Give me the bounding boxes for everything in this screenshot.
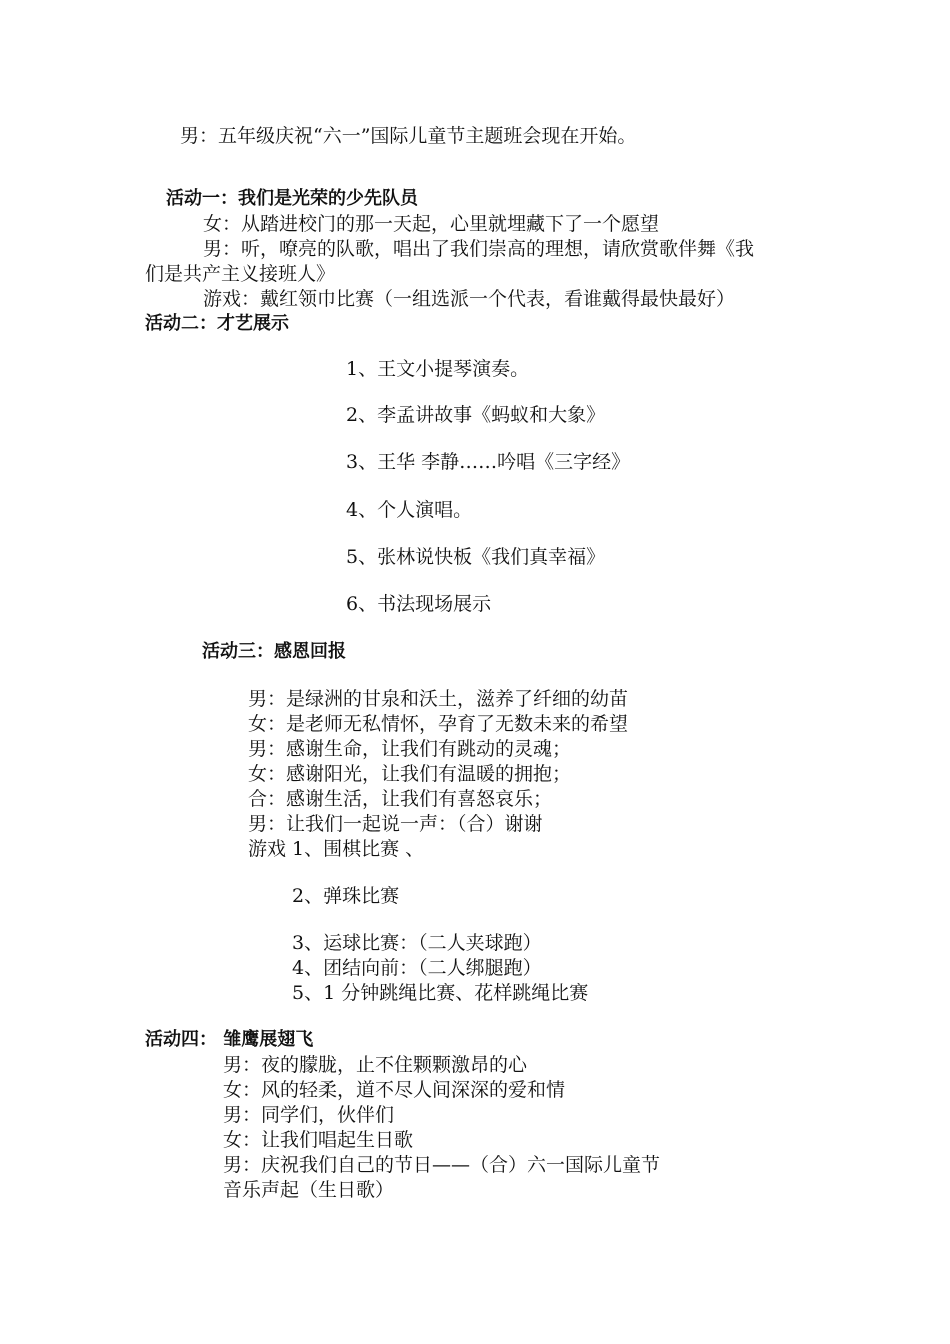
activity4-line: 音乐声起（生日歌） [223,1179,395,1201]
activity2-item: 1、王文小提琴演奏。 [346,358,530,380]
activity2-item: 5、张林说快板《我们真幸福》 [346,546,606,568]
activity1-line: 们是共产主义接班人》 [145,263,336,285]
activity1-line: 游戏：戴红领巾比赛（一组选派一个代表，看谁戴得最快最好） [203,288,736,310]
activity3-game: 2、弹珠比赛 [292,885,400,907]
activity2-heading: 活动二：才艺展示 [145,313,289,334]
activity3-line: 游戏 1、围棋比赛 、 [248,838,425,860]
activity2-item: 4、个人演唱。 [346,499,473,521]
activity2-item: 3、王华 李静……吟唱《三字经》 [346,451,631,473]
activity3-line: 男：感谢生命，让我们有跳动的灵魂； [248,738,572,760]
activity4-line: 男：同学们，伙伴们 [223,1104,395,1126]
intro-line: 男：五年级庆祝“六一”国际儿童节主题班会现在开始。 [180,125,637,147]
activity3-game: 4、团结向前：（二人绑腿跑） [292,957,542,979]
activity1-heading: 活动一：我们是光荣的少先队员 [166,188,418,209]
activity4-line: 女：让我们唱起生日歌 [223,1129,414,1151]
activity4-line: 男：夜的朦胧，止不住颗颗激昂的心 [223,1054,528,1076]
activity2-item: 2、李孟讲故事《蚂蚁和大象》 [346,404,606,426]
activity4-heading: 活动四： 雏鹰展翅飞 [145,1029,314,1050]
activity3-game: 3、运球比赛：（二人夹球跑） [292,932,542,954]
activity3-line: 女：是老师无私情怀，孕育了无数未来的希望 [248,713,629,735]
activity2-item: 6、书法现场展示 [346,593,492,615]
activity4-line: 女：风的轻柔，道不尽人间深深的爱和情 [223,1079,566,1101]
activity1-line: 女：从踏进校门的那一天起，心里就埋藏下了一个愿望 [203,213,660,235]
activity3-game: 5、1 分钟跳绳比赛、花样跳绳比赛 [292,982,589,1004]
activity3-line: 女：感谢阳光，让我们有温暖的拥抱； [248,763,572,785]
activity3-line: 男：让我们一起说一声：（合）谢谢 [248,813,543,835]
activity3-line: 合：感谢生活，让我们有喜怒哀乐； [248,788,553,810]
activity1-line: 男：听，嘹亮的队歌，唱出了我们崇高的理想，请欣赏歌伴舞《我 [203,238,755,260]
activity3-heading: 活动三：感恩回报 [202,641,346,662]
activity4-line: 男：庆祝我们自己的节日——（合）六一国际儿童节 [223,1154,661,1176]
activity3-line: 男：是绿洲的甘泉和沃土，滋养了纤细的幼苗 [248,688,629,710]
